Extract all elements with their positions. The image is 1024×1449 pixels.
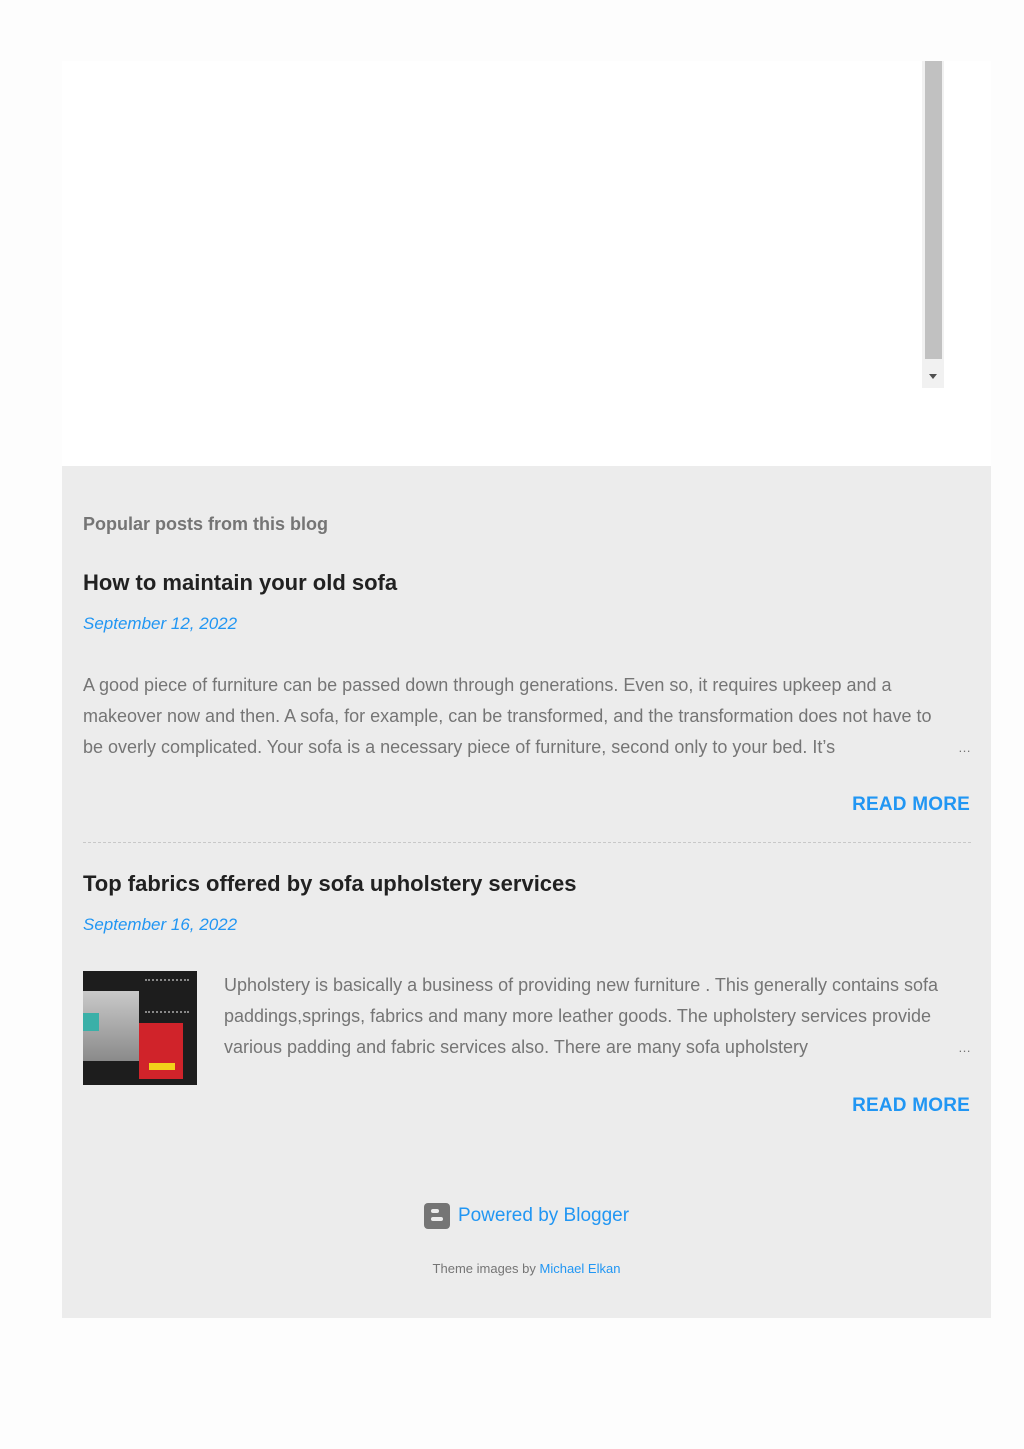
post-title-link[interactable]: How to maintain your old sofa bbox=[83, 570, 398, 595]
read-more-link[interactable]: READ MORE bbox=[852, 1095, 970, 1116]
post-title-link[interactable]: Top fabrics offered by sofa upholstery services bbox=[83, 871, 577, 896]
scroll-down-arrow-icon[interactable] bbox=[922, 364, 944, 388]
blogger-icon[interactable] bbox=[424, 1203, 450, 1229]
post-date-link[interactable]: September 16, 2022 bbox=[83, 915, 238, 934]
post-snippet-text: A good piece of furniture can be passed down through generations. Even so, it requires upkeep and a makeover now and then. A sofa, for example, can be transformed, and the transformation does not have to be overly complicated. Your sofa is a necessary piece of furniture, second only to your bed. It’s bbox=[83, 675, 932, 757]
embedded-content-area bbox=[62, 61, 991, 466]
theme-author-link[interactable]: Michael Elkan bbox=[539, 1261, 621, 1276]
section-title: Popular posts from this blog bbox=[83, 514, 329, 534]
theme-credits bbox=[62, 1261, 991, 1276]
powered-by-blogger bbox=[62, 1203, 991, 1229]
post-divider bbox=[83, 842, 971, 843]
popular-posts-panel bbox=[62, 466, 991, 1318]
scrollbar[interactable] bbox=[922, 61, 944, 388]
theme-credits-prefix: Theme images by bbox=[432, 1261, 536, 1276]
snippet-ellipsis[interactable]: … bbox=[923, 732, 971, 763]
sofa-upholstery-thumbnail-icon[interactable] bbox=[83, 971, 197, 1085]
post-date-link[interactable]: September 12, 2022 bbox=[83, 614, 238, 633]
read-more-link[interactable]: READ MORE bbox=[852, 794, 970, 815]
post-snippet bbox=[224, 970, 971, 1063]
post-snippet bbox=[83, 670, 971, 763]
powered-by-blogger-link[interactable]: Powered by Blogger bbox=[457, 1205, 630, 1226]
scrollbar-thumb[interactable] bbox=[925, 61, 942, 359]
post-snippet-text: Upholstery is basically a business of providing new furniture . This generally contains sofa paddings,springs, fabrics and many more leather goods. The upholstery services provide various padding and fabric services also. There are many sofa upholstery bbox=[224, 975, 939, 1057]
snippet-ellipsis[interactable]: … bbox=[923, 1032, 971, 1063]
